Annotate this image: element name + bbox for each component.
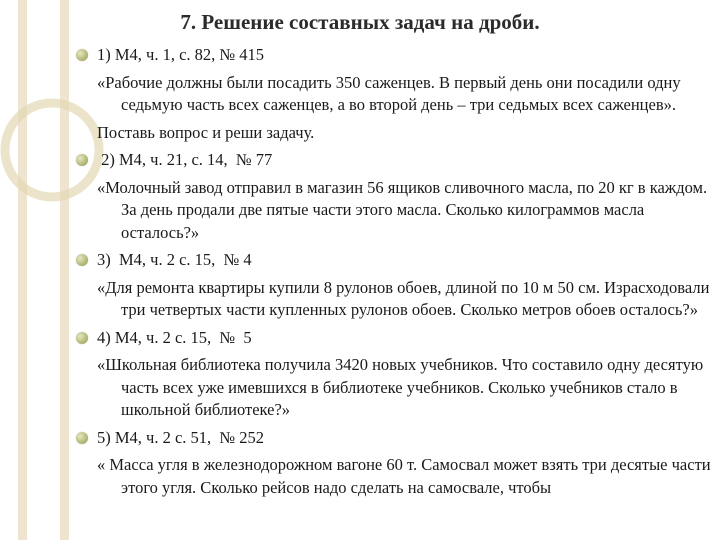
- bullet-icon: [76, 49, 88, 61]
- task-text-1: «Рабочие должны были посадить 350 саженцев. В первый день они посадили одну седьмую часть всех саженцев, а во второй день – три седьмых всех саженцев».: [97, 72, 681, 114]
- task-text-3: «Для ремонта квартиры купили 8 рулонов обоев, длиной по 10 м 50 см. Израсходовали три четвертых части купленных рулонов обоев. Сколько метров обоев осталось?»: [97, 277, 710, 319]
- page-title: 7. Решение составных задач на дроби.: [180, 10, 540, 34]
- task-ref-text: 3) М4, ч. 2 с. 15, № 4: [97, 250, 252, 269]
- bullet-icon: [76, 332, 88, 344]
- task-ref-text: 1) М4, ч. 1, с. 82, № 415: [97, 45, 265, 64]
- task-text-4: «Школьная библиотека получила 3420 новых учебников. Что составило одну десятую часть всех уже имевшихся в библиотеке учебников. Сколько учебников стало в школьной библиотеке?»: [97, 355, 704, 419]
- decorative-stripe-right: [60, 0, 69, 540]
- task-ref-text: 2) М4, ч. 21, с. 14, № 77: [97, 150, 273, 169]
- task-ref-1: [97, 44, 715, 67]
- task-ref-text: 4) М4, ч. 2 с. 15, № 5: [97, 327, 252, 347]
- task-list: [97, 44, 715, 504]
- task-ref-4: [97, 327, 715, 350]
- task-ref-2: [97, 149, 715, 172]
- task-ref-text: 5) М4, ч. 2 с. 51, № 252: [97, 427, 265, 447]
- decorative-stripe-left: [18, 0, 27, 540]
- task-ref-3: [97, 249, 715, 272]
- task-ref-5: [97, 427, 715, 450]
- task-text-5: « Масса угля в железнодорожном вагоне 60 т. Самосвал может взять три десятые части этого угля. Сколько рейсов надо сделать на самосвале, чтобы: [97, 455, 711, 497]
- task-text-2: «Молочный завод отправил в магазин 56 ящиков сливочного масла, по 20 кг в каждом. За день продали две пятые части этого масла. Сколько килограммов масла осталось?»: [97, 177, 708, 242]
- bullet-icon: [76, 432, 88, 444]
- task-instruction-1: Поставь вопрос и реши задачу.: [97, 122, 315, 142]
- bullet-icon: [76, 154, 88, 166]
- bullet-icon: [76, 254, 88, 266]
